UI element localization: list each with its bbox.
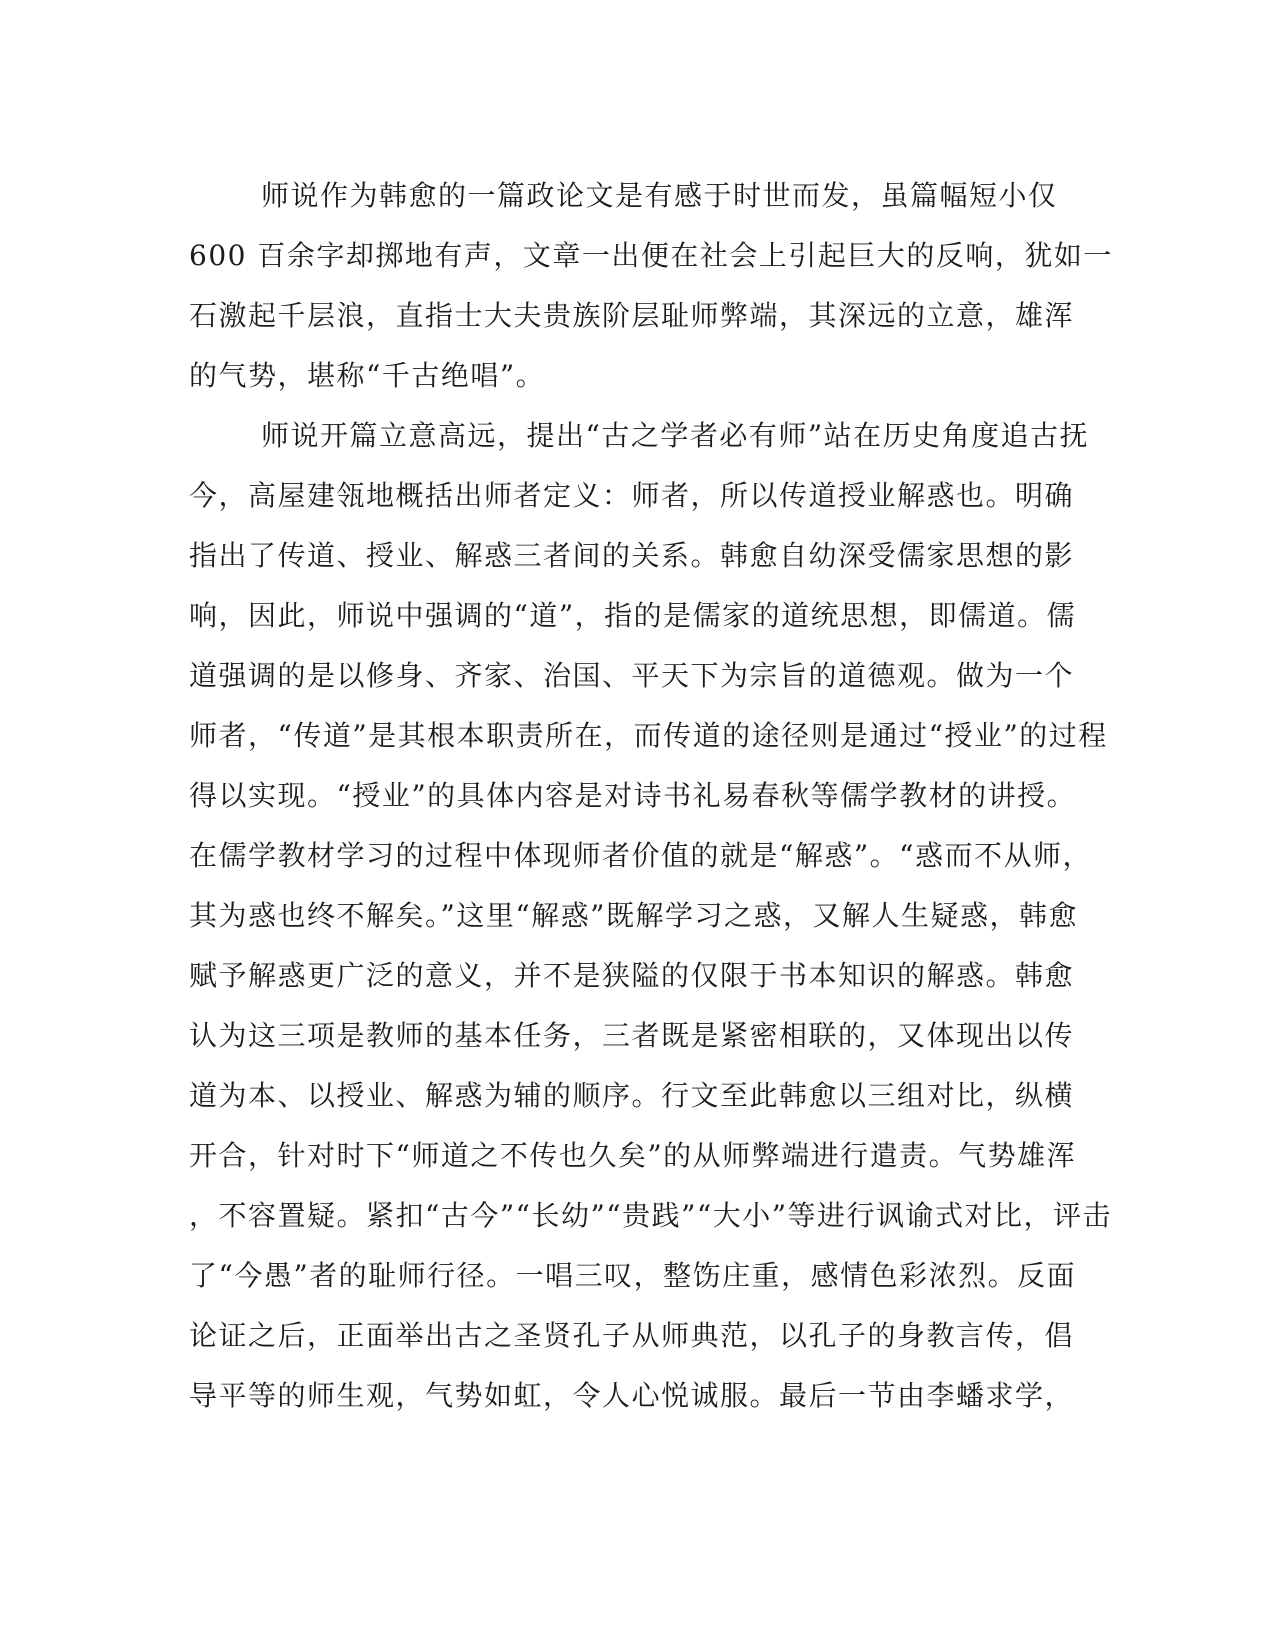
article-body [189,166,1113,1426]
paragraph-2-line-2: 今，高屋建瓴地概括出师者定义：师者，所以传道授业解惑也。明确 [189,479,1075,512]
paragraph-2-line-7: 得以实现。“授业”的具体内容是对诗书礼易春秋等儒学教材的讲授。 [189,779,1077,812]
paragraph-2-line-13: 开合，针对时下“师道之不传也久矣”的从师弊端进行遣责。气势雄浑 [189,1139,1077,1172]
paragraph-2-line-11: 认为这三项是教师的基本任务，三者既是紧密相联的，又体现出以传 [189,1019,1075,1052]
paragraph-2-line-1: 师说开篇立意高远，提出“古之学者必有师”站在历史角度追古抚 [261,419,1090,452]
paragraph-2-line-17: 导平等的师生观，气势如虹，令人心悦诚服。最后一节由李蟠求学， [189,1379,1075,1412]
paragraph-2-line-12: 道为本、以授业、解惑为辅的顺序。行文至此韩愈以三组对比，纵横 [189,1079,1075,1112]
paragraph-2-line-4: 响，因此，师说中强调的“道”，指的是儒家的道统思想，即儒道。儒 [189,599,1077,632]
paragraph-2-line-3: 指出了传道、授业、解惑三者间的关系。韩愈自幼深受儒家思想的影 [189,539,1075,572]
paragraph-2-line-10: 赋予解惑更广泛的意义，并不是狭隘的仅限于书本知识的解惑。韩愈 [189,959,1075,992]
paragraph-2-line-14: ，不容置疑。紧扣“古今”“长幼”“贵践”“大小”等进行讽谕式对比，评击 [189,1199,1113,1232]
paragraph-2-line-9: 其为惑也终不解矣。”这里“解惑”既解学习之惑，又解人生疑惑，韩愈 [189,899,1078,932]
paragraph-1-line-1: 师说作为韩愈的一篇政论文是有感于时世而发，虽篇幅短小仅 [261,179,1058,212]
paragraph-1-line-4: 的气势，堪称“千古绝唱”。 [189,359,546,392]
paragraph-1-line-2: 600 百余字却掷地有声，文章一出便在社会上引起巨大的反响，犹如一 [189,239,1113,272]
paragraph-2-line-6: 师者，“传道”是其根本职责所在，而传道的途径则是通过“授业”的过程 [189,719,1108,752]
paragraph-2-line-15: 了“今愚”者的耻师行径。一唱三叹，整饬庄重，感情色彩浓烈。反面 [189,1259,1077,1292]
paragraph-2-line-16: 论证之后，正面举出古之圣贤孔子从师典范，以孔子的身教言传，倡 [189,1319,1075,1352]
paragraph-2-line-5: 道强调的是以修身、齐家、治国、平天下为宗旨的道德观。做为一个 [189,659,1075,692]
paragraph-1-line-3: 石激起千层浪，直指士大夫贵族阶层耻师弊端，其深远的立意，雄浑 [189,299,1075,332]
paragraph-2-line-8: 在儒学教材学习的过程中体现师者价值的就是“解惑”。“惑而不从师， [189,839,1092,872]
